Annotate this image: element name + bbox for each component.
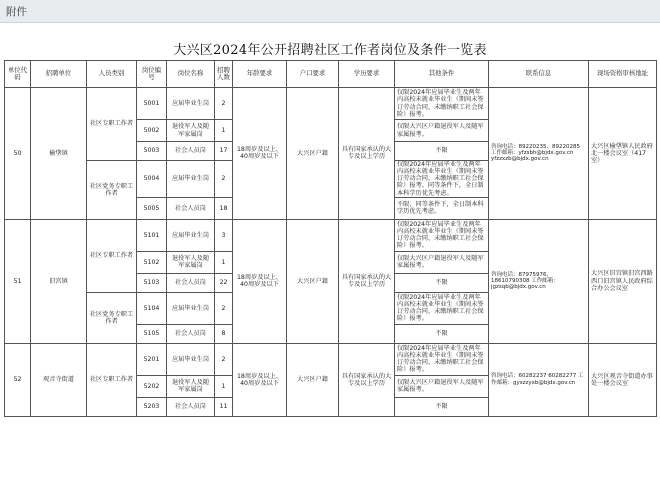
hukou-requirement: 大兴区户籍 [287, 219, 339, 343]
column-header: 学历要求 [339, 61, 395, 88]
age-requirement: 18周岁及以上、40周岁及以下 [233, 219, 287, 343]
other-conditions: 不限 [395, 324, 489, 343]
post-number: 5001 [137, 88, 167, 120]
review-address: 大兴区观音寺街道办事处一楼会议室 [589, 343, 657, 416]
column-header: 现场资格审核地址 [589, 61, 657, 88]
table-header-row [5, 61, 657, 88]
table-row [5, 219, 657, 251]
other-conditions: 仅限大兴区户籍退役军人及随军家属报考。 [395, 251, 489, 273]
other-conditions: 仅限大兴区户籍退役军人及随军家属报考。 [395, 120, 489, 142]
post-count: 2 [215, 343, 233, 375]
category-label: 社区党务专职工作者 [87, 161, 137, 220]
post-count: 2 [215, 88, 233, 120]
post-number: 5201 [137, 343, 167, 375]
other-conditions: 仅限2024年应届毕业生及两年内高校未就业毕业生（期间未签订劳动合同、未缴纳职工社会保险）报考。同等条件下，全日制本科学历优先考虑。 [395, 161, 489, 198]
unit-code: 50 [5, 88, 31, 220]
other-conditions: 仅限2024年应届毕业生及两年内高校未就业毕业生（期间未签订劳动合同、未缴纳职工社会保险）报考。 [395, 343, 489, 375]
post-count: 2 [215, 161, 233, 198]
post-name: 应届毕业生岗 [167, 219, 215, 251]
hukou-requirement: 大兴区户籍 [287, 88, 339, 220]
unit-code: 52 [5, 343, 31, 416]
header-bar [0, 0, 660, 23]
post-count: 11 [215, 397, 233, 416]
other-conditions: 不限，同等条件下，全日制本科学历优先考虑。 [395, 197, 489, 219]
column-header: 岗位名称 [167, 61, 215, 88]
table-row [5, 343, 657, 375]
post-number: 5103 [137, 273, 167, 292]
category-label: 社区专职工作者 [87, 343, 137, 416]
education-requirement: 具有国家承认的大专及以上学历 [339, 343, 395, 416]
post-number: 5002 [137, 120, 167, 142]
column-header: 户口要求 [287, 61, 339, 88]
other-conditions: 仅限2024年应届毕业生及两年内高校未就业毕业生（期间未签订劳动合同、未缴纳职工社会保险）报考。 [395, 219, 489, 251]
column-header: 其他条件 [395, 61, 489, 88]
post-count: 22 [215, 273, 233, 292]
post-number: 5004 [137, 161, 167, 198]
post-number: 5101 [137, 219, 167, 251]
post-name: 退役军人及随军家属岗 [167, 120, 215, 142]
education-requirement: 具有国家承认的大专及以上学历 [339, 219, 395, 343]
post-number: 5003 [137, 142, 167, 161]
post-name: 退役军人及随军家属岗 [167, 375, 215, 397]
column-header: 联系信息 [489, 61, 589, 88]
post-name: 社会人员岗 [167, 197, 215, 219]
education-requirement: 具有国家承认的大专及以上学历 [339, 88, 395, 220]
post-name: 应届毕业生岗 [167, 292, 215, 324]
review-address: 大兴区旧宫镇旧宫西路西口旧宫镇人民政府综合办公会议室 [589, 219, 657, 343]
post-name: 应届毕业生岗 [167, 88, 215, 120]
document-title: 大兴区2024年公开招聘社区工作者岗位及条件一览表 [173, 43, 487, 58]
other-conditions: 仅限2024年应届毕业生及两年内高校未就业毕业生（期间未签订劳动合同、未缴纳职工社会保险）报考。 [395, 292, 489, 324]
category-label: 社区专职工作者 [87, 88, 137, 161]
age-requirement: 18周岁及以上、40周岁及以下 [233, 343, 287, 416]
post-name: 社会人员岗 [167, 324, 215, 343]
post-number: 5104 [137, 292, 167, 324]
column-header: 单位代码 [5, 61, 31, 88]
unit-name: 旧宫镇 [31, 219, 87, 343]
post-name: 社会人员岗 [167, 397, 215, 416]
column-header: 年龄要求 [233, 61, 287, 88]
post-count: 1 [215, 251, 233, 273]
positions-table [4, 60, 657, 417]
post-name: 社会人员岗 [167, 273, 215, 292]
post-name: 社会人员岗 [167, 142, 215, 161]
unit-name: 榆垡镇 [31, 88, 87, 220]
other-conditions: 不限 [395, 397, 489, 416]
post-count: 18 [215, 197, 233, 219]
post-count: 3 [215, 219, 233, 251]
column-header: 招聘单位 [31, 61, 87, 88]
other-conditions: 不限 [395, 273, 489, 292]
post-count: 1 [215, 375, 233, 397]
post-name: 退役军人及随军家属岗 [167, 251, 215, 273]
post-number: 5202 [137, 375, 167, 397]
post-name: 应届毕业生岗 [167, 161, 215, 198]
category-label: 社区党务专职工作者 [87, 292, 137, 343]
column-header: 招聘人数 [215, 61, 233, 88]
header-label: 附件 [6, 6, 27, 18]
column-header: 岗位编号 [137, 61, 167, 88]
post-number: 5203 [137, 397, 167, 416]
contact-info: 咨询电话：87975976、18610790308 工作邮箱：jgzsqb@bjdx.gov.cn [489, 219, 589, 343]
review-address: 大兴区榆垡镇人民政府北一楼会议室（417室） [589, 88, 657, 220]
category-label: 社区专职工作者 [87, 219, 137, 292]
contact-info: 咨询电话：89220235、89220285 工作邮箱：yfzsbh@bjdx.gov.cn yfzzxzb@bjdx.gov.cn [489, 88, 589, 220]
post-count: 17 [215, 142, 233, 161]
unit-name: 观音寺街道 [31, 343, 87, 416]
other-conditions: 不限 [395, 142, 489, 161]
table-row [5, 88, 657, 120]
unit-code: 51 [5, 219, 31, 343]
age-requirement: 18周岁及以上、40周岁及以下 [233, 88, 287, 220]
post-count: 2 [215, 292, 233, 324]
post-count: 8 [215, 324, 233, 343]
column-header: 人员类别 [87, 61, 137, 88]
post-count: 1 [215, 120, 233, 142]
post-number: 5102 [137, 251, 167, 273]
other-conditions: 仅限2024年应届毕业生及两年内高校未就业毕业生（期间未签订劳动合同、未缴纳职工社会保险）报考。 [395, 88, 489, 120]
hukou-requirement: 大兴区户籍 [287, 343, 339, 416]
post-number: 5105 [137, 324, 167, 343]
other-conditions: 仅限大兴区户籍退役军人及随军家属报考。 [395, 375, 489, 397]
post-name: 应届毕业生岗 [167, 343, 215, 375]
contact-info: 咨询电话：60282237 60282277 工作邮箱：gyszzyxb@bjdx.gov.cn [489, 343, 589, 416]
post-number: 5005 [137, 197, 167, 219]
